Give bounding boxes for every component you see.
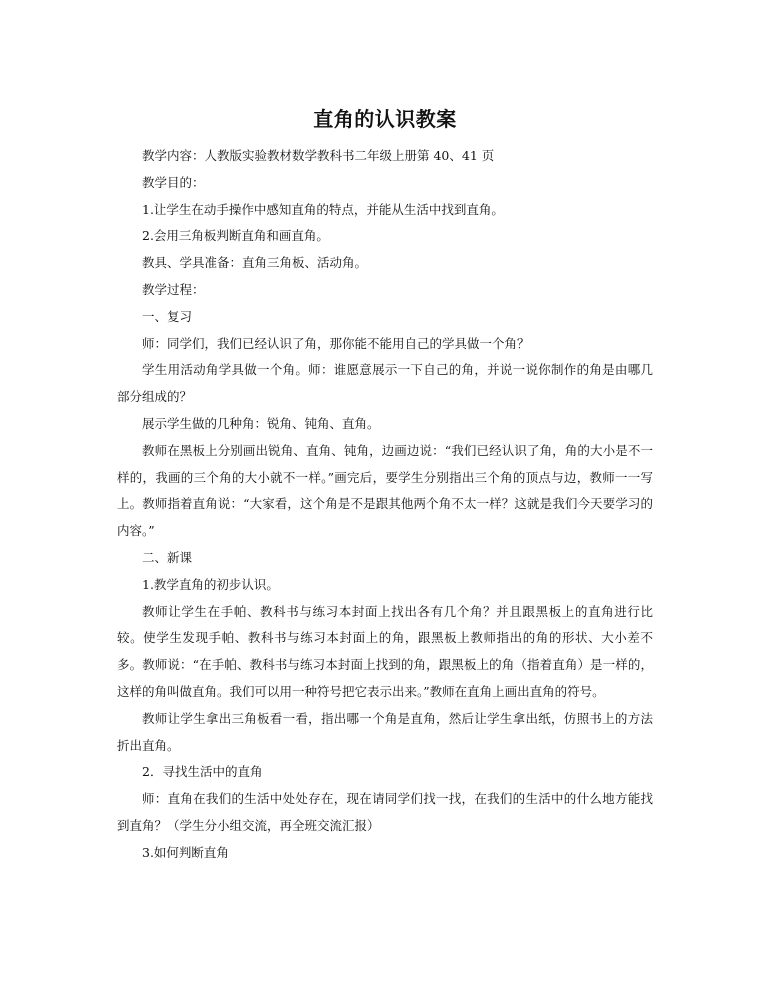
- document-title: 直角的认识教案: [313, 107, 457, 131]
- paragraph-section-new: 二、新课: [142, 549, 193, 565]
- paragraph-new-2-heading: 2．寻找生活中的直角: [142, 764, 263, 780]
- paragraph-review-1: 师：同学们，我们已经认识了角，那你能不能用自己的学具做一个角？: [142, 335, 530, 351]
- document-body: [117, 143, 653, 867]
- paragraph-new-2-body: 师：直角在我们的生活中处处存在，现在请同学们找一找，在我们的生活中的什么地方能找到直角？（学生分小组交流，再全班交流汇报）: [117, 791, 653, 833]
- paragraph-materials: 教具、学具准备：直角三角板、活动角。: [142, 255, 368, 271]
- paragraph-objectives-heading: 教学目的：: [142, 174, 205, 190]
- paragraph-review-4: 教师在黑板上分别画出锐角、直角、钝角，边画边说：“我们已经认识了角，角的大小是不一样的，我画的三个角的大小就不一样。”画完后，要学生分别指出三个角的顶点与边，教师一一写上。教师指着直角说：“大家看，这个角是不是跟其他两个角不太一样？这就是我们今天要学习的内容。”: [117, 442, 653, 539]
- paragraph-review-2: 学生用活动角学具做一个角。师：谁愿意展示一下自己的角，并说一说你制作的角是由哪几部分组成的？: [117, 362, 653, 405]
- paragraph-content: 教学内容：人教版实验教材数学教科书二年级上册第 40、41 页: [142, 148, 495, 163]
- paragraph-objective-1: 1.让学生在动手操作中感知直角的特点，并能从生活中找到直角。: [142, 201, 504, 217]
- paragraph-review-3: 展示学生做的几种角：锐角、钝角、直角。: [142, 415, 380, 431]
- paragraph-process-heading: 教学过程：: [142, 281, 205, 297]
- paragraph-new-1-fold: 教师让学生拿出三角板看一看，指出哪一个角是直角，然后让学生拿出纸，仿照书上的方法折出直角。: [117, 710, 653, 753]
- paragraph-new-1-heading: 1.教学直角的初步认识。: [142, 576, 279, 592]
- paragraph-section-review: 一、复习: [142, 308, 193, 324]
- paragraph-new-3-heading: 3.如何判断直角: [142, 844, 229, 860]
- paragraph-objective-2: 2.会用三角板判断直角和画直角。: [142, 228, 329, 244]
- paragraph-new-1-body: 教师让学生在手帕、教科书与练习本封面上找出各有几个角？并且跟黑板上的直角进行比较。使学生发现手帕、教科书与练习本封面上的角，跟黑板上教师指出的角的形状、大小差不多。教师说：“在手帕、教科书与练习本封面上找到的角，跟黑板上的角（指着直角）是一样的，这样的角叫做直角。我们可以用一种符号把它表示出来。”教师在直角上画出直角的符号。: [117, 603, 653, 699]
